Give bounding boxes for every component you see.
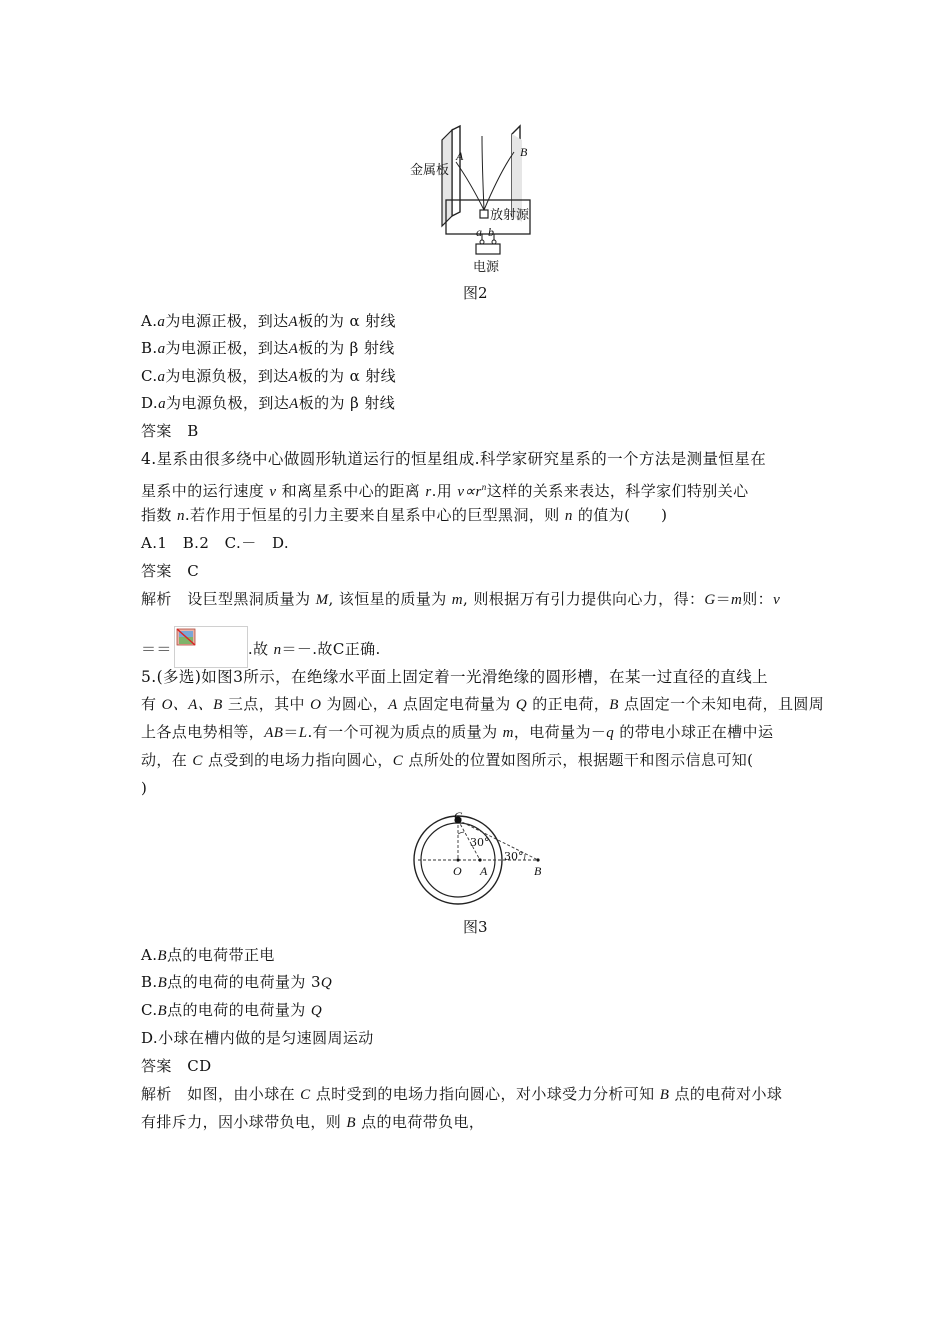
q3-option-d: D.a为电源负极，到达A板的为 β 射线 [141,394,396,412]
q5-option-d: D.小球在槽内做的是匀速圆周运动 [141,1029,374,1047]
figure-3-label-a: A [480,864,488,878]
q4-answer: 答案 C [141,562,200,580]
q4-options: A.1 B.2 C.－ D. [141,534,290,552]
q5-option-b: B.B点的电荷的电荷量为 3Q [141,973,333,991]
figure-3-angle-2: 30° [504,850,524,863]
figure-2-label-plate-b: B [520,145,528,159]
q5-line-3: 上各点电势相等，AB＝L.有一个可视为质点的质量为 m，电荷量为－q 的带电小球正在槽中运 [141,723,774,741]
broken-image-icon [174,626,248,668]
q5-analysis-line-2: 有排斥力，因小球带负电，则 B 点的电荷带负电， [141,1113,485,1131]
q5-option-c: C.B点的电荷的电荷量为 Q [141,1001,323,1019]
figure-3-label-b: B [534,864,542,878]
figure-3-diagram [408,810,548,910]
q5-analysis-line-1: 解析 如图，由小球在 C 点时受到的电场力指向圆心，对小球受力分析可知 B 点的电荷对小球 [141,1085,783,1103]
figure-2-label-power: 电源 [473,260,500,275]
figure-3-caption: 图3 [463,918,488,936]
q3-option-a: A.a为电源正极，到达A板的为 α 射线 [141,312,396,330]
figure-3-angle-1: 30° [470,836,490,849]
figure-2-label-plate-a: A [456,149,464,163]
q5-line-4: 动，在 C 点受到的电场力指向圆心，C 点所处的位置如图所示，根据题干和图示信息可知( [141,751,754,769]
q5-answer: 答案 CD [141,1057,212,1075]
figure-2-caption: 图2 [463,284,488,302]
q4-line-2: 星系中的运行速度 v 和离星系中心的距离 r.用 $v\propto r^n$这样的关系来表达，科学家们特别关心 [141,482,749,500]
q5-line-5: ) [141,779,148,797]
q5-line-1: 5.(多选)如图3所示，在绝缘水平面上固定着一光滑绝缘的圆形槽，在某一过直径的直线上 [141,668,769,686]
figure-3-label-c: C [454,809,463,823]
q4-analysis-line-1: 解析 设巨型黑洞质量为 M, 该恒星的质量为 m, 则根据万有引力提供向心力，得：G＝m则：v [141,590,781,608]
figure-2-label-terminal-b: b [488,225,494,239]
figure-2-label-metal-plate: 金属板 [410,163,450,178]
q3-option-c: C.a为电源负极，到达A板的为 α 射线 [141,367,397,385]
q4-analysis-line-2: ＝＝ .故 n＝－.故C正确. [141,626,381,668]
q3-option-b: B.a为电源正极，到达A板的为 β 射线 [141,339,395,357]
figure-2-label-source: 放射源 [490,208,530,223]
q4-line-1: 4.星系由很多绕中心做圆形轨道运行的恒星组成.科学家研究星系的一个方法是测量恒星在 [141,450,767,468]
q4-line-3: 指数 n.若作用于恒星的引力主要来自星系中心的巨型黑洞，则 n 的值为( ) [141,506,668,524]
q5-line-2: 有 O、A、B 三点，其中 O 为圆心，A 点固定电荷量为 Q 的正电荷，B 点固定一个未知电荷，且圆周 [141,695,825,713]
figure-3-label-o: O [453,864,462,878]
q3-answer: 答案 B [141,422,199,440]
figure-2-label-terminal-a: a [476,225,482,239]
q5-option-a: A.B点的电荷带正电 [141,946,275,964]
